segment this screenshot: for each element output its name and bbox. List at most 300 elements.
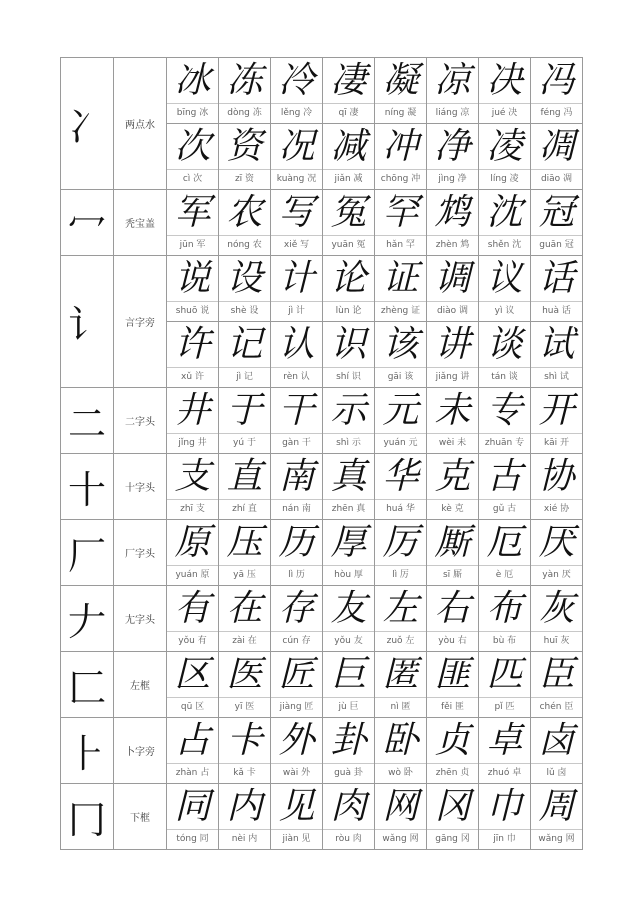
pinyin-label: lěng 冷 [280, 108, 313, 118]
character-cell [271, 454, 323, 520]
pinyin-label: jiàng 匠 [279, 702, 314, 712]
calligraphy-character: 卦 [323, 718, 374, 764]
pinyin-label: níng 凝 [384, 108, 417, 118]
calligraphy-character: 臣 [531, 652, 582, 698]
calligraphy-character: 匿 [375, 652, 426, 698]
calligraphy-character: 该 [375, 322, 426, 368]
calligraphy-character: 卧 [375, 718, 426, 764]
character-cell [323, 784, 375, 850]
pinyin-label: dòng 冻 [227, 108, 262, 118]
pinyin-label: huī 灰 [543, 636, 570, 646]
character-cell [219, 520, 271, 586]
pinyin-label: qū 区 [180, 702, 205, 712]
character-cell [479, 718, 531, 784]
character-cell [219, 256, 271, 322]
calligraphy-character: 减 [323, 124, 374, 170]
pinyin-label: zhí 直 [232, 504, 257, 514]
radical-glyph: 冖 [61, 190, 114, 256]
character-cell [323, 586, 375, 652]
pinyin-label: kāi 开 [543, 438, 570, 448]
pinyin-label: jué 决 [491, 108, 518, 118]
pinyin-label: xǔ 许 [181, 372, 204, 382]
pinyin-label: jiàn 见 [282, 834, 311, 844]
pinyin-label: tán 谈 [491, 372, 518, 382]
calligraphy-character: 未 [427, 388, 478, 434]
pinyin-label: cún 存 [282, 636, 311, 646]
pinyin-label: yuán 元 [383, 438, 418, 448]
calligraphy-character: 内 [219, 784, 270, 830]
pinyin-label: wèi 未 [438, 438, 467, 448]
calligraphy-character: 见 [271, 784, 322, 830]
pinyin-label: yú 于 [233, 438, 256, 448]
calligraphy-character: 资 [219, 124, 270, 170]
pinyin-label: chén 臣 [539, 702, 574, 712]
calligraphy-character: 罕 [375, 190, 426, 236]
pinyin-label: jì 记 [236, 372, 253, 382]
pinyin-label: è 厄 [495, 570, 514, 580]
pinyin-label: gàn 干 [282, 438, 311, 448]
calligraphy-character: 支 [167, 454, 218, 500]
pinyin-label: kè 克 [441, 504, 464, 514]
character-cell [219, 784, 271, 850]
pinyin-label: kǎ 卡 [233, 768, 256, 778]
character-cell [531, 190, 583, 256]
calligraphy-character: 写 [271, 190, 322, 236]
character-cell [323, 58, 375, 124]
radical-glyph: ⺊ [61, 718, 114, 784]
character-cell [271, 322, 323, 388]
character-cell [375, 124, 427, 190]
character-cell [427, 190, 479, 256]
calligraphy-character: 干 [271, 388, 322, 434]
character-cell [271, 256, 323, 322]
pinyin-label: jiǎn 减 [334, 174, 363, 184]
radical-glyph: 讠 [61, 256, 114, 388]
calligraphy-character: 肉 [323, 784, 374, 830]
character-cell [323, 520, 375, 586]
pinyin-label: zhēn 真 [331, 504, 366, 514]
calligraphy-character: 话 [531, 256, 582, 302]
pinyin-label: hǎn 罕 [386, 240, 415, 250]
character-row [61, 784, 583, 850]
radical-name: 下框 [114, 784, 167, 850]
character-cell [323, 652, 375, 718]
radical-glyph: 𠂇 [61, 586, 114, 652]
calligraphy-character: 试 [531, 322, 582, 368]
pinyin-label: jìng 净 [438, 174, 467, 184]
calligraphy-character: 冷 [271, 58, 322, 104]
character-cell [375, 58, 427, 124]
character-cell [375, 652, 427, 718]
calligraphy-character: 布 [479, 586, 530, 632]
character-cell [479, 322, 531, 388]
character-row [61, 586, 583, 652]
calligraphy-character: 古 [479, 454, 530, 500]
pinyin-label: bīng 冰 [176, 108, 209, 118]
character-cell [427, 322, 479, 388]
calligraphy-character: 凝 [375, 58, 426, 104]
character-cell [219, 388, 271, 454]
character-cell [167, 520, 219, 586]
character-cell [531, 388, 583, 454]
calligraphy-character: 于 [219, 388, 270, 434]
calligraphy-character: 占 [167, 718, 218, 764]
character-cell [167, 454, 219, 520]
pinyin-label: lùn 论 [335, 306, 362, 316]
character-cell [479, 520, 531, 586]
character-cell [271, 58, 323, 124]
calligraphy-character: 次 [167, 124, 218, 170]
calligraphy-character: 存 [271, 586, 322, 632]
calligraphy-character: 厚 [323, 520, 374, 566]
calligraphy-character: 井 [167, 388, 218, 434]
calligraphy-character: 沈 [479, 190, 530, 236]
pinyin-label: zhēn 贞 [435, 768, 470, 778]
pinyin-label: qī 凄 [338, 108, 359, 118]
pinyin-label: chōng 冲 [380, 174, 421, 184]
pinyin-label: sī 厮 [442, 570, 463, 580]
calligraphy-character: 冈 [427, 784, 478, 830]
pinyin-label: zhèn 鸩 [435, 240, 470, 250]
calligraphy-character: 冲 [375, 124, 426, 170]
calligraphy-character: 认 [271, 322, 322, 368]
character-cell [271, 586, 323, 652]
calligraphy-character: 直 [219, 454, 270, 500]
pinyin-label: nèi 内 [231, 834, 258, 844]
calligraphy-character: 示 [323, 388, 374, 434]
character-cell [427, 256, 479, 322]
pinyin-label: zī 资 [234, 174, 255, 184]
pinyin-label: féng 冯 [540, 108, 573, 118]
pinyin-label: zuǒ 左 [386, 636, 415, 646]
calligraphy-character: 议 [479, 256, 530, 302]
pinyin-label: shì 示 [336, 438, 361, 448]
calligraphy-character: 厌 [531, 520, 582, 566]
pinyin-label: zhuó 卓 [487, 768, 522, 778]
character-cell [219, 586, 271, 652]
character-cell [531, 520, 583, 586]
character-row [61, 58, 583, 124]
character-cell [427, 388, 479, 454]
calligraphy-character: 军 [167, 190, 218, 236]
pinyin-label: liáng 凉 [435, 108, 470, 118]
calligraphy-character: 冠 [531, 190, 582, 236]
calligraphy-character: 卓 [479, 718, 530, 764]
character-cell [167, 256, 219, 322]
character-cell [531, 784, 583, 850]
character-row [61, 718, 583, 784]
calligraphy-character: 真 [323, 454, 374, 500]
calligraphy-character: 冯 [531, 58, 582, 104]
character-cell [479, 388, 531, 454]
character-row [61, 652, 583, 718]
character-row [61, 520, 583, 586]
character-cell [323, 124, 375, 190]
character-cell [375, 520, 427, 586]
calligraphy-character: 厮 [427, 520, 478, 566]
character-cell [271, 718, 323, 784]
radical-name: 二字头 [114, 388, 167, 454]
pinyin-label: zhuān 专 [484, 438, 525, 448]
calligraphy-character: 凌 [479, 124, 530, 170]
character-cell [219, 454, 271, 520]
pinyin-label: yì 议 [494, 306, 515, 316]
radical-name: 厂字头 [114, 520, 167, 586]
calligraphy-character: 厄 [479, 520, 530, 566]
character-cell [167, 586, 219, 652]
character-cell [375, 388, 427, 454]
pinyin-label: guà 卦 [334, 768, 363, 778]
calligraphy-character: 同 [167, 784, 218, 830]
radical-name: 左框 [114, 652, 167, 718]
radical-name: 秃宝盖 [114, 190, 167, 256]
character-cell [167, 58, 219, 124]
radical-glyph: 厂 [61, 520, 114, 586]
pinyin-label: nóng 农 [227, 240, 262, 250]
radical-glyph: 十 [61, 454, 114, 520]
pinyin-label: nì 匿 [390, 702, 411, 712]
pinyin-label: nán 南 [282, 504, 311, 514]
character-cell [167, 652, 219, 718]
calligraphy-character: 设 [219, 256, 270, 302]
calligraphy-character: 周 [531, 784, 582, 830]
character-cell [531, 256, 583, 322]
calligraphy-character: 匪 [427, 652, 478, 698]
calligraphy-character: 巾 [479, 784, 530, 830]
pinyin-label: shè 设 [230, 306, 259, 316]
character-cell [323, 718, 375, 784]
character-cell [427, 454, 479, 520]
character-cell [427, 58, 479, 124]
character-cell [323, 322, 375, 388]
radical-grid [60, 57, 583, 850]
calligraphy-character: 历 [271, 520, 322, 566]
character-cell [167, 388, 219, 454]
character-row [61, 256, 583, 322]
character-cell [531, 454, 583, 520]
pinyin-label: gāng 冈 [435, 834, 470, 844]
calligraphy-character: 冻 [219, 58, 270, 104]
pinyin-label: gǔ 古 [492, 504, 517, 514]
character-cell [271, 190, 323, 256]
character-cell [375, 586, 427, 652]
pinyin-label: cì 次 [182, 174, 203, 184]
character-cell [219, 58, 271, 124]
pinyin-label: jūn 军 [179, 240, 206, 250]
pinyin-label: xiě 写 [283, 240, 310, 250]
calligraphy-character: 元 [375, 388, 426, 434]
character-cell [323, 256, 375, 322]
pinyin-label: bù 布 [492, 636, 517, 646]
character-cell [271, 652, 323, 718]
calligraphy-character: 巨 [323, 652, 374, 698]
pinyin-label: yī 医 [234, 702, 255, 712]
radical-name: 两点水 [114, 58, 167, 190]
calligraphy-character: 凋 [531, 124, 582, 170]
character-cell [167, 322, 219, 388]
calligraphy-character: 论 [323, 256, 374, 302]
character-cell [219, 718, 271, 784]
calligraphy-character: 净 [427, 124, 478, 170]
calligraphy-character: 压 [219, 520, 270, 566]
calligraphy-character: 厉 [375, 520, 426, 566]
calligraphy-character: 医 [219, 652, 270, 698]
pinyin-label: lì 厉 [392, 570, 409, 580]
pinyin-label: wǎng 网 [538, 834, 575, 844]
character-cell [271, 784, 323, 850]
calligraphy-character: 南 [271, 454, 322, 500]
character-row [61, 454, 583, 520]
calligraphy-character: 说 [167, 256, 218, 302]
calligraphy-sheet [60, 57, 583, 850]
pinyin-label: huá 华 [386, 504, 415, 514]
calligraphy-character: 识 [323, 322, 374, 368]
calligraphy-character: 华 [375, 454, 426, 500]
character-cell [271, 520, 323, 586]
character-cell [271, 124, 323, 190]
calligraphy-character: 许 [167, 322, 218, 368]
pinyin-label: shuō 说 [175, 306, 210, 316]
calligraphy-character: 卡 [219, 718, 270, 764]
character-cell [167, 784, 219, 850]
character-cell [479, 256, 531, 322]
calligraphy-character: 证 [375, 256, 426, 302]
pinyin-label: pǐ 匹 [494, 702, 515, 712]
pinyin-label: tóng 同 [176, 834, 209, 844]
pinyin-label: wò 卧 [388, 768, 413, 778]
radical-glyph: 冫 [61, 58, 114, 190]
calligraphy-character: 右 [427, 586, 478, 632]
character-cell [479, 586, 531, 652]
calligraphy-character: 冰 [167, 58, 218, 104]
character-cell [479, 124, 531, 190]
character-cell [427, 124, 479, 190]
character-cell [531, 58, 583, 124]
character-cell [427, 718, 479, 784]
character-cell [531, 652, 583, 718]
radical-name: 尢字头 [114, 586, 167, 652]
pinyin-label: wài 外 [282, 768, 311, 778]
pinyin-label: huà 话 [542, 306, 571, 316]
calligraphy-character: 记 [219, 322, 270, 368]
pinyin-label: yàn 厌 [542, 570, 571, 580]
radical-name: 十字头 [114, 454, 167, 520]
character-row [61, 190, 583, 256]
pinyin-label: zhèng 证 [380, 306, 421, 316]
pinyin-label: gāi 该 [387, 372, 414, 382]
calligraphy-character: 计 [271, 256, 322, 302]
calligraphy-character: 专 [479, 388, 530, 434]
calligraphy-character: 调 [427, 256, 478, 302]
character-cell [479, 652, 531, 718]
calligraphy-character: 鸩 [427, 190, 478, 236]
calligraphy-character: 谈 [479, 322, 530, 368]
calligraphy-character: 开 [531, 388, 582, 434]
calligraphy-character: 区 [167, 652, 218, 698]
calligraphy-character: 原 [167, 520, 218, 566]
character-cell [531, 718, 583, 784]
calligraphy-character: 凉 [427, 58, 478, 104]
calligraphy-character: 讲 [427, 322, 478, 368]
character-cell [375, 718, 427, 784]
character-cell [531, 586, 583, 652]
calligraphy-character: 在 [219, 586, 270, 632]
pinyin-label: zài 在 [232, 636, 257, 646]
pinyin-label: shí 识 [336, 372, 361, 382]
pinyin-label: diāo 凋 [540, 174, 573, 184]
pinyin-label: shěn 沈 [487, 240, 522, 250]
character-cell [375, 190, 427, 256]
character-cell [375, 322, 427, 388]
character-cell [219, 652, 271, 718]
character-row [61, 388, 583, 454]
pinyin-label: rèn 认 [283, 372, 310, 382]
pinyin-label: jīn 巾 [493, 834, 516, 844]
pinyin-label: jǐng 井 [178, 438, 207, 448]
calligraphy-character: 左 [375, 586, 426, 632]
pinyin-label: yǒu 有 [178, 636, 207, 646]
calligraphy-character: 冤 [323, 190, 374, 236]
character-cell [427, 652, 479, 718]
character-cell [167, 190, 219, 256]
calligraphy-character: 农 [219, 190, 270, 236]
character-cell [219, 190, 271, 256]
calligraphy-character: 外 [271, 718, 322, 764]
character-cell [167, 124, 219, 190]
pinyin-label: xié 协 [543, 504, 570, 514]
calligraphy-character: 贞 [427, 718, 478, 764]
pinyin-label: lì 历 [288, 570, 305, 580]
calligraphy-character: 克 [427, 454, 478, 500]
calligraphy-character: 况 [271, 124, 322, 170]
character-cell [323, 388, 375, 454]
radical-glyph: 冂 [61, 784, 114, 850]
pinyin-label: diào 调 [436, 306, 469, 316]
character-cell [427, 586, 479, 652]
radical-name: 言字旁 [114, 256, 167, 388]
calligraphy-character: 匹 [479, 652, 530, 698]
pinyin-label: hòu 厚 [334, 570, 363, 580]
pinyin-label: wǎng 网 [382, 834, 419, 844]
character-cell [531, 322, 583, 388]
character-cell [323, 454, 375, 520]
calligraphy-character: 友 [323, 586, 374, 632]
calligraphy-character: 凄 [323, 58, 374, 104]
pinyin-label: shì 试 [544, 372, 569, 382]
pinyin-label: yǒu 友 [334, 636, 363, 646]
character-cell [427, 520, 479, 586]
character-cell [375, 784, 427, 850]
pinyin-label: jì 计 [288, 306, 305, 316]
radical-glyph: 二 [61, 388, 114, 454]
pinyin-label: lǔ 卤 [546, 768, 567, 778]
pinyin-label: jù 巨 [338, 702, 359, 712]
calligraphy-character: 有 [167, 586, 218, 632]
pinyin-label: kuàng 况 [276, 174, 317, 184]
pinyin-label: yuán 原 [175, 570, 210, 580]
character-cell [479, 190, 531, 256]
pinyin-label: yòu 右 [438, 636, 467, 646]
character-cell [167, 718, 219, 784]
character-cell [219, 124, 271, 190]
character-cell [479, 58, 531, 124]
character-cell [479, 454, 531, 520]
calligraphy-character: 网 [375, 784, 426, 830]
calligraphy-character: 协 [531, 454, 582, 500]
pinyin-label: ròu 肉 [335, 834, 362, 844]
pinyin-label: líng 凌 [490, 174, 519, 184]
pinyin-label: zhī 支 [180, 504, 205, 514]
